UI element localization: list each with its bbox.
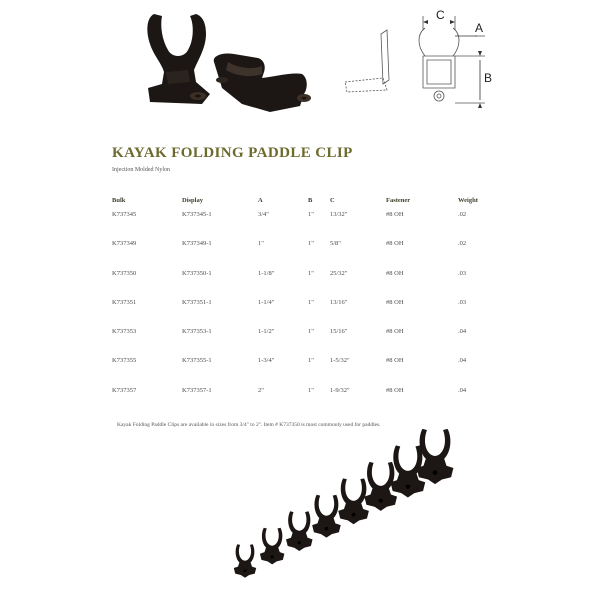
dimension-label-a: A <box>475 21 484 35</box>
cell-a: 3/4" <box>258 211 269 218</box>
clip-lineup-item <box>312 495 341 538</box>
cell-b: 1" <box>308 386 314 394</box>
cell-c: 1-9/32" <box>330 386 350 394</box>
header-a: A <box>258 197 263 204</box>
cell-weight: .04 <box>458 386 467 394</box>
cell-weight: .02 <box>458 240 467 248</box>
cell-display: K737357-1 <box>182 386 212 394</box>
cell-b: 1" <box>308 269 314 277</box>
cell-weight: .02 <box>458 211 467 218</box>
cell-display: K737353-1 <box>182 328 212 336</box>
cell-c: 5/8" <box>330 240 341 248</box>
cell-b: 1" <box>308 240 314 248</box>
header-b: B <box>308 197 313 204</box>
material-subtitle: Injection Molded Nylon <box>112 167 170 173</box>
cell-fastener: #8 OH <box>386 211 404 218</box>
cell-b: 1" <box>308 357 314 365</box>
cell-bulk: K737351 <box>112 298 137 306</box>
cell-a: 2" <box>258 386 264 394</box>
cell-fastener: #8 OH <box>386 386 404 394</box>
cell-a: 1-3/4" <box>258 357 275 365</box>
header-fastener: Fastener <box>386 197 411 204</box>
cell-bulk: K737345 <box>112 211 137 218</box>
cell-weight: .03 <box>458 298 467 306</box>
dimension-label-b: B <box>484 71 493 85</box>
cell-weight: .03 <box>458 269 467 277</box>
cell-fastener: #8 OH <box>386 298 404 306</box>
cell-display: K737350-1 <box>182 269 212 277</box>
cell-c: 1-5/32" <box>330 357 350 365</box>
header-c: C <box>330 197 335 204</box>
cell-display: K737355-1 <box>182 357 212 365</box>
cell-b: 1" <box>308 328 314 336</box>
clip-lineup-item <box>338 478 369 524</box>
page-title: KAYAK FOLDING PADDLE CLIP <box>112 145 353 161</box>
cell-bulk: K737355 <box>112 357 137 365</box>
cell-bulk: K737353 <box>112 328 137 336</box>
cell-a: 1" <box>258 240 264 248</box>
cell-bulk: K737357 <box>112 386 137 394</box>
clip-lineup-item <box>260 528 284 565</box>
cell-fastener: #8 OH <box>386 357 404 365</box>
header-weight: Weight <box>458 197 478 204</box>
cell-c: 13/32" <box>330 211 348 218</box>
cell-b: 1" <box>308 211 314 218</box>
cell-c: 25/32" <box>330 269 348 277</box>
cell-c: 13/16" <box>330 298 348 306</box>
cell-weight: .04 <box>458 328 467 336</box>
cell-display: K737351-1 <box>182 298 212 306</box>
cell-fastener: #8 OH <box>386 269 404 277</box>
cell-weight: .04 <box>458 357 467 365</box>
cell-bulk: K737350 <box>112 269 137 277</box>
cell-display: K737349-1 <box>182 240 212 248</box>
clip-lineup-item <box>234 544 256 578</box>
header-display: Display <box>182 197 203 204</box>
dimension-label-c: C <box>436 8 445 22</box>
cell-fastener: #8 OH <box>386 328 404 336</box>
cell-a: 1-1/4" <box>258 298 275 306</box>
cell-a: 1-1/8" <box>258 269 275 277</box>
cell-b: 1" <box>308 298 314 306</box>
cell-display: K737345-1 <box>182 211 212 218</box>
header-bulk: Bulk <box>112 197 126 204</box>
cell-a: 1-1/2" <box>258 328 275 336</box>
cell-bulk: K737349 <box>112 240 137 248</box>
cell-c: 15/16" <box>330 328 348 336</box>
clip-lineup-item <box>286 511 313 551</box>
footnote: Kayak Folding Paddle Clips are available in sizes from 3/4" to 2". Item # K737350 is most commonly used for paddles. <box>117 422 381 428</box>
cell-fastener: #8 OH <box>386 240 404 248</box>
